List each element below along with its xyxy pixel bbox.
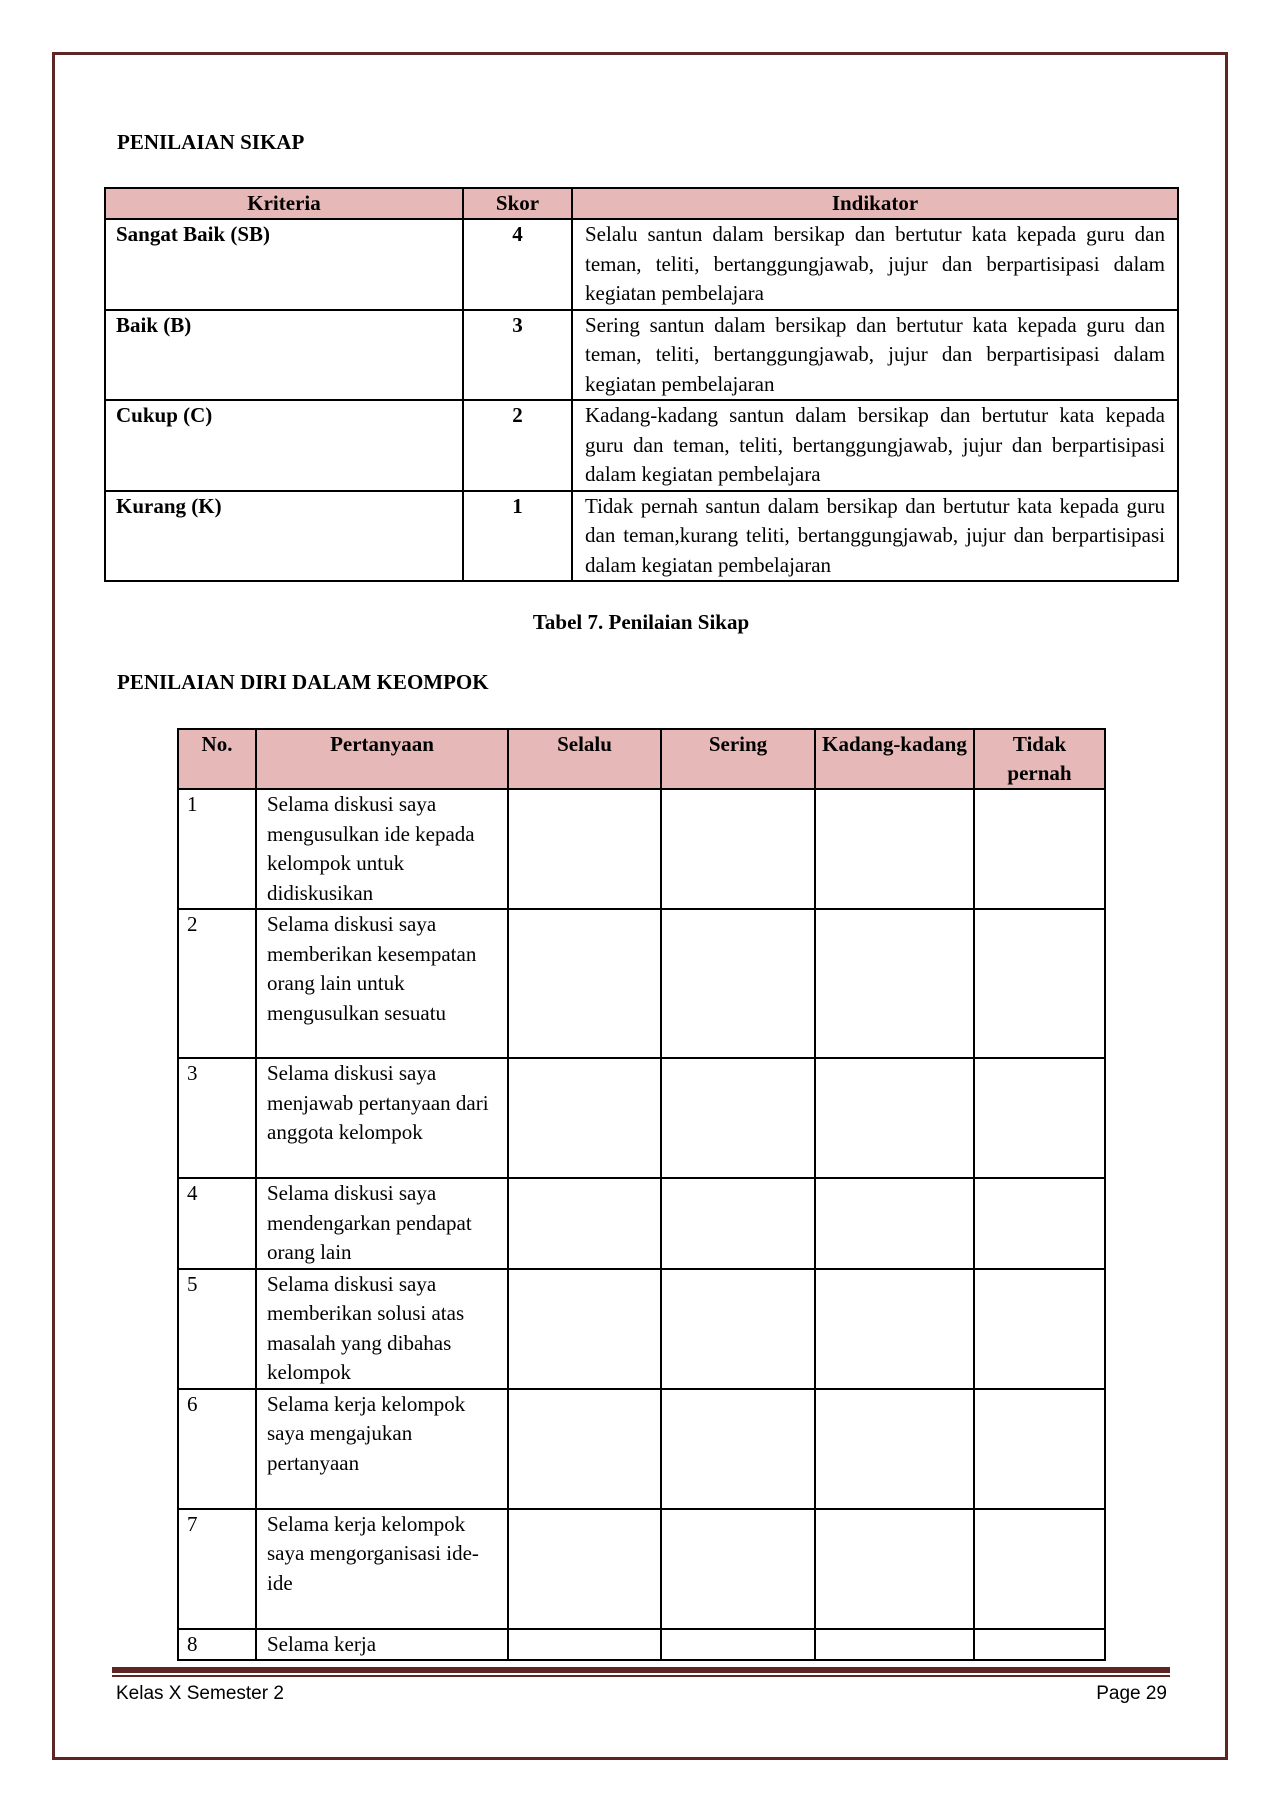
question-cell: Selama kerja — [256, 1629, 508, 1661]
tidak-pernah-answer-cell[interactable] — [974, 789, 1105, 909]
header-kadang-kadang: Kadang-kadang — [815, 729, 974, 789]
number-cell: 6 — [178, 1389, 256, 1509]
number-cell: 5 — [178, 1269, 256, 1389]
sering-answer-cell[interactable] — [661, 1629, 815, 1661]
tidak-pernah-answer-cell[interactable] — [974, 1509, 1105, 1629]
question-cell: Selama diskusi saya memberikan kesempatan orang lain untuk mengusulkan sesuatu — [256, 909, 508, 1058]
kriteria-cell: Sangat Baik (SB) — [105, 219, 463, 310]
sering-answer-cell[interactable] — [661, 1389, 815, 1509]
header-selalu: Selalu — [508, 729, 661, 789]
table-row — [178, 789, 1105, 909]
kriteria-cell: Cukup (C) — [105, 400, 463, 491]
kadang-kadang-answer-cell[interactable] — [815, 1629, 974, 1661]
selalu-answer-cell[interactable] — [508, 1058, 661, 1178]
indikator-cell: Selalu santun dalam bersikap dan bertutur kata kepada guru dan teman, teliti, bertanggungjawab, jujur dan berpartisipasi dalam kegiatan pembelajara — [572, 219, 1178, 310]
tidak-pernah-answer-cell[interactable] — [974, 909, 1105, 1058]
selalu-answer-cell[interactable] — [508, 1629, 661, 1661]
selalu-answer-cell[interactable] — [508, 789, 661, 909]
header-skor: Skor — [463, 188, 572, 219]
selalu-answer-cell[interactable] — [508, 1178, 661, 1269]
selalu-answer-cell[interactable] — [508, 1389, 661, 1509]
sering-answer-cell[interactable] — [661, 909, 815, 1058]
skor-cell: 1 — [463, 491, 572, 582]
question-cell: Selama diskusi saya memberikan solusi atas masalah yang dibahas kelompok — [256, 1269, 508, 1389]
number-cell: 2 — [178, 909, 256, 1058]
header-indikator: Indikator — [572, 188, 1178, 219]
indikator-cell: Kadang-kadang santun dalam bersikap dan bertutur kata kepada guru dan teman, teliti, bertanggungjawab, jujur dan berpartisipasi dalam kegiatan pembelajara — [572, 400, 1178, 491]
kriteria-cell: Baik (B) — [105, 310, 463, 401]
kadang-kadang-answer-cell[interactable] — [815, 1389, 974, 1509]
kriteria-cell: Kurang (K) — [105, 491, 463, 582]
sering-answer-cell[interactable] — [661, 1269, 815, 1389]
table-row — [178, 909, 1105, 1058]
header-no: No. — [178, 729, 256, 789]
header-pertanyaan: Pertanyaan — [256, 729, 508, 789]
indikator-cell: Tidak pernah santun dalam bersikap dan bertutur kata kepada guru dan teman,kurang teliti, bertanggungjawab, jujur dan berpartisipasi dalam kegiatan pembelajaran — [572, 491, 1178, 582]
sering-answer-cell[interactable] — [661, 1178, 815, 1269]
number-cell: 1 — [178, 789, 256, 909]
sering-answer-cell[interactable] — [661, 1058, 815, 1178]
page-number: Page 29 — [1096, 1683, 1167, 1704]
tidak-pernah-answer-cell[interactable] — [974, 1389, 1105, 1509]
table-row — [178, 1058, 1105, 1178]
question-cell: Selama kerja kelompok saya mengajukan pertanyaan — [256, 1389, 508, 1509]
sering-answer-cell[interactable] — [661, 1509, 815, 1629]
question-cell: Selama kerja kelompok saya mengorganisasi ide-ide — [256, 1509, 508, 1629]
sering-answer-cell[interactable] — [661, 789, 815, 909]
table-row — [105, 310, 1178, 401]
skor-cell: 3 — [463, 310, 572, 401]
selalu-answer-cell[interactable] — [508, 1269, 661, 1389]
table-row — [178, 1269, 1105, 1389]
table-row — [105, 491, 1178, 582]
section-title-penilaian-sikap: PENILAIAN SIKAP — [117, 130, 305, 154]
table-row — [178, 1509, 1105, 1629]
tidak-pernah-answer-cell[interactable] — [974, 1269, 1105, 1389]
indikator-cell: Sering santun dalam bersikap dan bertutur kata kepada guru dan teman, teliti, bertanggungjawab, jujur dan berpartisipasi dalam kegiatan pembelajaran — [572, 310, 1178, 401]
number-cell: 3 — [178, 1058, 256, 1178]
tidak-pernah-answer-cell[interactable] — [974, 1178, 1105, 1269]
table-row — [178, 1389, 1105, 1509]
table-row — [178, 1178, 1105, 1269]
header-tidak-pernah: Tidak pernah — [974, 729, 1105, 789]
kadang-kadang-answer-cell[interactable] — [815, 789, 974, 909]
tidak-pernah-answer-cell[interactable] — [974, 1058, 1105, 1178]
penilaian-diri-table — [177, 728, 1106, 1661]
kadang-kadang-answer-cell[interactable] — [815, 1178, 974, 1269]
selalu-answer-cell[interactable] — [508, 909, 661, 1058]
question-cell: Selama diskusi saya mendengarkan pendapat orang lain — [256, 1178, 508, 1269]
penilaian-sikap-table — [104, 187, 1179, 582]
kadang-kadang-answer-cell[interactable] — [815, 1509, 974, 1629]
number-cell: 8 — [178, 1629, 256, 1661]
skor-cell: 4 — [463, 219, 572, 310]
section-title-penilaian-diri: PENILAIAN DIRI DALAM KEOMPOK — [117, 670, 489, 694]
question-cell: Selama diskusi saya menjawab pertanyaan dari anggota kelompok — [256, 1058, 508, 1178]
kadang-kadang-answer-cell[interactable] — [815, 909, 974, 1058]
table-row — [105, 219, 1178, 310]
footer-class-label: Kelas X Semester 2 — [116, 1683, 284, 1704]
header-sering: Sering — [661, 729, 815, 789]
kadang-kadang-answer-cell[interactable] — [815, 1269, 974, 1389]
skor-cell: 2 — [463, 400, 572, 491]
table-caption: Tabel 7. Penilaian Sikap — [532, 610, 750, 634]
footer-rule-thin — [112, 1675, 1170, 1677]
selalu-answer-cell[interactable] — [508, 1509, 661, 1629]
tidak-pernah-answer-cell[interactable] — [974, 1629, 1105, 1661]
question-cell: Selama diskusi saya mengusulkan ide kepada kelompok untuk didiskusikan — [256, 789, 508, 909]
header-kriteria: Kriteria — [105, 188, 463, 219]
number-cell: 7 — [178, 1509, 256, 1629]
number-cell: 4 — [178, 1178, 256, 1269]
footer-rule — [112, 1667, 1170, 1673]
kadang-kadang-answer-cell[interactable] — [815, 1058, 974, 1178]
table-row — [178, 1629, 1105, 1661]
table-row — [105, 400, 1178, 491]
